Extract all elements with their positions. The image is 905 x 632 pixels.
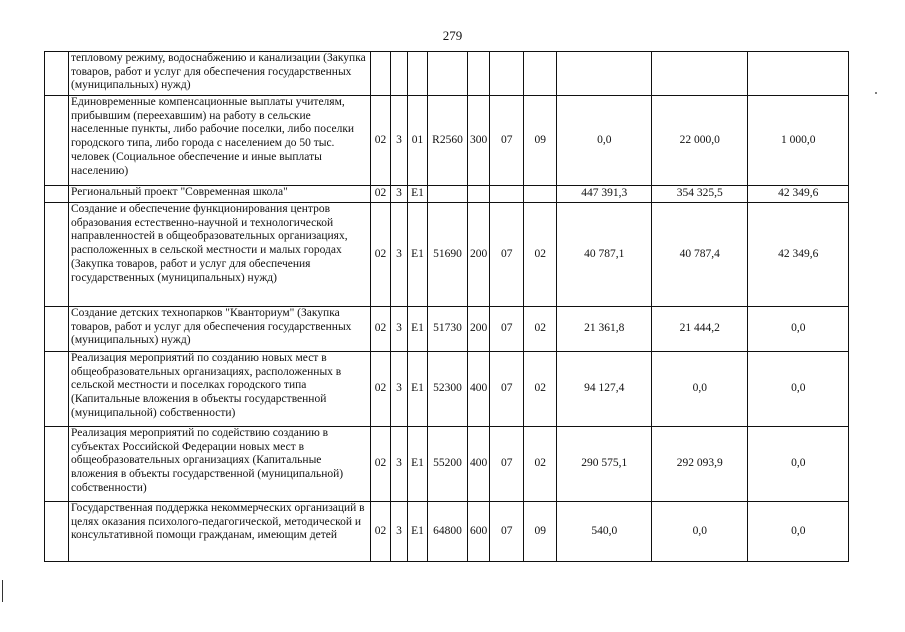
code-cell: E1 [408,427,428,502]
value-cell: 1 000,0 [748,96,849,186]
table-row [45,427,849,502]
code-cell: 200 [468,307,490,352]
table-row [45,203,849,307]
value-cell: 21 361,8 [557,307,652,352]
value-cell: 40 787,1 [557,203,652,307]
code-cell: 64800 [428,502,468,562]
code-cell [524,186,557,203]
code-cell: 3 [391,307,408,352]
blank-cell [45,427,69,502]
blank-cell [45,203,69,307]
code-cell: 600 [468,502,490,562]
code-cell: 3 [391,427,408,502]
code-cell: 52300 [428,352,468,427]
code-cell [490,52,524,96]
value-cell: 0,0 [748,307,849,352]
code-cell: 55200 [428,427,468,502]
code-cell: 400 [468,352,490,427]
code-cell: R2560 [428,96,468,186]
scan-margin-mark [2,580,3,602]
budget-table [44,51,849,562]
row-description: Региональный проект "Современная школа" [69,186,371,203]
code-cell: 02 [524,427,557,502]
blank-cell [45,96,69,186]
code-cell [428,186,468,203]
code-cell: 07 [490,203,524,307]
code-cell: 02 [371,186,391,203]
code-cell [428,52,468,96]
scan-dot [875,92,877,94]
code-cell [468,186,490,203]
code-cell: 09 [524,502,557,562]
value-cell: 21 444,2 [652,307,748,352]
value-cell: 0,0 [748,502,849,562]
code-cell: E1 [408,203,428,307]
code-cell: 07 [490,96,524,186]
table-row [45,352,849,427]
code-cell: 400 [468,427,490,502]
blank-cell [45,307,69,352]
blank-cell [45,502,69,562]
value-cell: 290 575,1 [557,427,652,502]
code-cell: 02 [371,96,391,186]
value-cell: 540,0 [557,502,652,562]
row-description: Государственная поддержка некоммерческих организаций в целях оказания психолого-педагогической, методической и консультативной помощи гражданам, имеющим детей [69,502,371,562]
code-cell: 51690 [428,203,468,307]
table-row [45,186,849,203]
code-cell: 02 [371,427,391,502]
code-cell: 07 [490,427,524,502]
value-cell: 40 787,4 [652,203,748,307]
code-cell: 3 [391,186,408,203]
table-row [45,502,849,562]
code-cell: 02 [371,203,391,307]
blank-cell [45,352,69,427]
page-number: 279 [442,28,463,43]
value-cell: 0,0 [652,352,748,427]
value-cell: 94 127,4 [557,352,652,427]
code-cell: 3 [391,352,408,427]
row-description: Создание детских технопарков "Кванториум" (Закупка товаров, работ и услуг для обеспечения государственных (муниципальных) нужд) [69,307,371,352]
row-description: Создание и обеспечение функционирования центров образования естественно-научной и технологической направленностей в общеобразовательных организациях, расположенных в сельской местности и малых городах (Закупка товаров, работ и услуг для обеспечения государственных (муниципальных) нужд) [69,203,371,307]
code-cell: 02 [524,203,557,307]
row-description: Единовременные компенсационные выплаты учителям, прибывшим (переехавшим) на работу в сельские населенные пункты, либо рабочие поселки, либо поселки городского типа, либо города с населением до 50 тыс. человек (Социальное обеспечение и иные выплаты населению) [69,96,371,186]
code-cell [490,186,524,203]
value-cell: 0,0 [748,352,849,427]
value-cell: 0,0 [748,427,849,502]
value-cell: 22 000,0 [652,96,748,186]
blank-cell [45,52,69,96]
blank-cell [45,186,69,203]
code-cell: 02 [371,502,391,562]
code-cell [524,52,557,96]
value-cell [557,52,652,96]
value-cell [652,52,748,96]
value-cell: 0,0 [557,96,652,186]
row-description: Реализация мероприятий по созданию новых мест в общеобразовательных организациях, расположенных в сельской местности и поселках городского типа (Капитальные вложения в объекты государственной (муниципальной) собственности) [69,352,371,427]
code-cell: E1 [408,502,428,562]
code-cell: E1 [408,186,428,203]
code-cell [468,52,490,96]
code-cell: 200 [468,203,490,307]
value-cell: 354 325,5 [652,186,748,203]
table-row [45,52,849,96]
code-cell: E1 [408,307,428,352]
value-cell: 0,0 [652,502,748,562]
row-description: тепловому режиму, водоснабжению и канализации (Закупка товаров, работ и услуг для обеспечения государственных (муниципальных) нужд) [69,52,371,96]
value-cell [748,52,849,96]
value-cell: 42 349,6 [748,203,849,307]
code-cell: 51730 [428,307,468,352]
table-row [45,96,849,186]
code-cell: 02 [371,307,391,352]
code-cell: 09 [524,96,557,186]
value-cell: 42 349,6 [748,186,849,203]
value-cell: 292 093,9 [652,427,748,502]
code-cell [371,52,391,96]
code-cell: 02 [524,352,557,427]
code-cell [408,52,428,96]
value-cell: 447 391,3 [557,186,652,203]
code-cell: 01 [408,96,428,186]
code-cell: 07 [490,352,524,427]
code-cell: 02 [371,352,391,427]
table-row [45,307,849,352]
code-cell: 07 [490,502,524,562]
code-cell: 300 [468,96,490,186]
row-description: Реализация мероприятий по содействию созданию в субъектах Российской Федерации новых мест в общеобразовательных организациях (Капитальные вложения в объекты государственной (муниципальной) собственности) [69,427,371,502]
code-cell: E1 [408,352,428,427]
code-cell [391,52,408,96]
code-cell: 07 [490,307,524,352]
code-cell: 02 [524,307,557,352]
code-cell: 3 [391,96,408,186]
code-cell: 3 [391,502,408,562]
code-cell: 3 [391,203,408,307]
